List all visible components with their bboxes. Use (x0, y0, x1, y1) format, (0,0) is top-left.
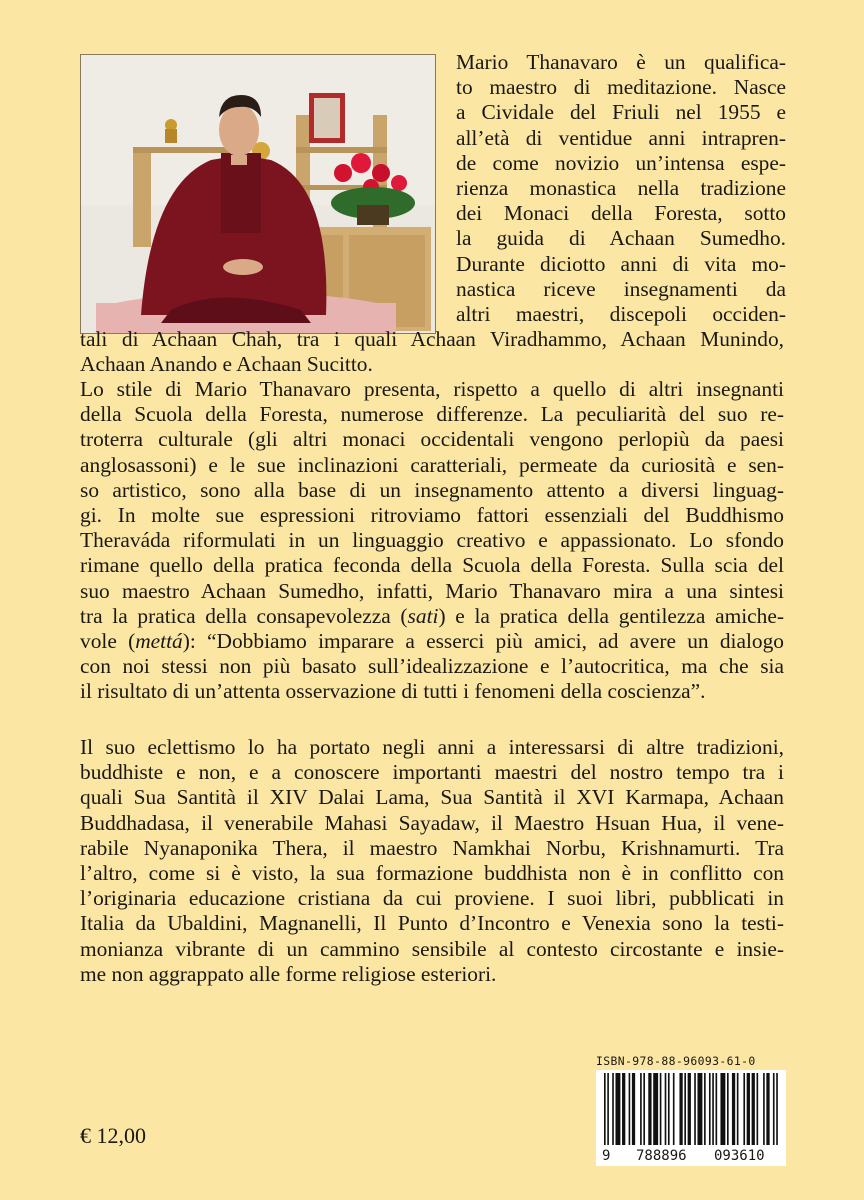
barcode-bar (660, 1073, 662, 1145)
barcode-bar (612, 1073, 614, 1145)
text-line: la guida di Achaan Sumedho. (456, 226, 786, 251)
barcode-bar (766, 1073, 769, 1145)
text-line: to maestro di meditazione. Nasce (456, 75, 786, 100)
text-line: della Scuola della Foresta, numerose differenze. La peculiarità del suo re- (80, 402, 784, 427)
bio-paragraph-1-end (80, 327, 784, 377)
text-line: Durante diciotto anni di vita mo- (456, 251, 786, 276)
barcode-bar (629, 1073, 631, 1145)
text-line: monianza vibrante di un cammino sensibile al contesto circostante e insie- (80, 936, 784, 961)
text-line: quali Sua Santità il XIV Dalai Lama, Sua Santità il XVI Karmapa, Achaan (80, 785, 784, 810)
text-line: suo maestro Achaan Sumedho, infatti, Mario Thanavaro mira a una sintesi (80, 578, 784, 603)
barcode-bar (648, 1073, 651, 1145)
barcode-bar (615, 1073, 620, 1145)
barcode-bar (712, 1073, 714, 1145)
isbn-label: ISBN-978-88-96093-61-0 (596, 1054, 756, 1068)
text-line: dei Monaci della Foresta, sotto (456, 201, 786, 226)
isbn-digit-first: 9 (602, 1148, 611, 1164)
text-line: Buddhadasa, il venerabile Mahasi Sayadaw, il Maestro Hsuan Hua, il vene- (80, 810, 784, 835)
barcode-bar (688, 1073, 691, 1145)
barcode-bar (763, 1073, 765, 1145)
isbn-digit-group-2: 093610 (714, 1148, 765, 1164)
text-line: Mario Thanavaro è un qualifica- (456, 50, 786, 74)
barcode-bar (704, 1073, 706, 1145)
text-line: anglosassoni) e le sue inclinazioni caratteriali, permeate da curiosità e sen- (80, 452, 784, 477)
author-photo-illustration (81, 55, 435, 333)
text-line: me non aggrappato alle forme religiose esteriori. (80, 961, 497, 986)
barcode-bar (752, 1073, 755, 1145)
text-line: rienza monastica nella tradizione (456, 176, 786, 201)
barcode-bar (622, 1073, 625, 1145)
text-line: con noi stessi non più basato sull’idealizzazione e l’autocritica, ma che sia (80, 654, 784, 679)
barcode-bar (684, 1073, 686, 1145)
barcode-bar (604, 1073, 606, 1145)
barcode-bar (757, 1073, 759, 1145)
barcode-bar (697, 1073, 702, 1145)
text-line: tali di Achaan Chah, tra i quali Achaan Viradhammo, Achaan Munindo, (80, 327, 784, 351)
isbn-digit-group-1: 788896 (636, 1148, 687, 1164)
price: € 12,00 (80, 1123, 146, 1148)
metta-term: mettá (135, 629, 183, 654)
text-line: l’originaria educazione cristiana da cui proviene. I suoi libri, pubblicati in (80, 886, 784, 911)
text-line: de come novizio un’intensa espe- (456, 150, 786, 175)
barcode-bar (653, 1073, 658, 1145)
text-line: l’altro, come si è visto, la sua formazione buddhista non è in conflitto con (80, 861, 784, 886)
author-photo (80, 54, 436, 334)
text-line: Il suo eclettismo lo ha portato negli anni a interessarsi di altre tradizioni, (80, 735, 784, 759)
barcode-bar (716, 1073, 718, 1145)
text-line: Lo stile di Mario Thanavaro presenta, rispetto a quello di altri insegnanti (80, 377, 784, 401)
text-line: altri maestri, discepoli occiden- (456, 302, 786, 327)
text-line: all’età di ventidue anni intrapren- (456, 125, 786, 150)
text-line: nastica riceve insegnamenti da (456, 276, 786, 301)
barcode-bar (709, 1073, 711, 1145)
barcode-bar (632, 1073, 635, 1145)
text-line: troterra culturale (gli altri monaci occidentali vengono perlopiù da paesi (80, 427, 784, 452)
barcode-bar (640, 1073, 642, 1145)
barcode-bar (679, 1073, 682, 1145)
bio-intro-column (456, 50, 786, 327)
barcode-bar (737, 1073, 739, 1145)
text-line: gi. In molte sue espressioni ritroviamo fattori essenziali del Buddhismo (80, 503, 784, 528)
text-line: il risultato di un’attenta osservazione di tutti i fenomeni della coscienza”. (80, 679, 706, 704)
barcode-bar (673, 1073, 675, 1145)
barcode-bar (743, 1073, 745, 1145)
bio-paragraph-3 (80, 735, 784, 987)
text-line: Achaan Anando e Achaan Sucitto. (80, 352, 373, 377)
text-line-metta: vole (mettá): “Dobbiamo imparare a esserci più amici, ad avere un dialogo (80, 629, 784, 654)
barcode (596, 1070, 786, 1146)
barcode-bar (607, 1073, 609, 1145)
barcode-bar (694, 1073, 696, 1145)
barcode-bar (747, 1073, 750, 1145)
barcode-bar (727, 1073, 729, 1145)
text-line: rimane quello della pratica feconda della Scuola della Foresta. Sulla scia del (80, 553, 784, 578)
barcode-bar (732, 1073, 735, 1145)
text-line: Theraváda riformulati in un linguaggio creativo e appassionato. Lo sfondo (80, 528, 784, 553)
text-line: Italia da Ubaldini, Magnanelli, Il Punto d’Incontro e Venexia sono la testi- (80, 911, 784, 936)
text-line: a Cividale del Friuli nel 1955 e (456, 100, 786, 125)
barcode-bar (720, 1073, 725, 1145)
text-line-sati: tra la pratica della consapevolezza (sati) e la pratica della gentilezza amiche- (80, 603, 784, 628)
text-line: rabile Nyanaponika Thera, il maestro Namkhai Norbu, Krishnamurti. Tra (80, 835, 784, 860)
barcode-bar (668, 1073, 670, 1145)
text-line: so artistico, sono alla base di un insegnamento attento a diversi linguag- (80, 477, 784, 502)
barcode-bar (773, 1073, 775, 1145)
barcode-bars (596, 1070, 786, 1146)
sati-term: sati (407, 603, 439, 628)
barcode-bar (643, 1073, 645, 1145)
barcode-bar (776, 1073, 778, 1145)
isbn-digits (596, 1146, 786, 1166)
bio-paragraph-2 (80, 377, 784, 705)
barcode-bar (665, 1073, 667, 1145)
text-line: buddhiste e non, e a conoscere importanti maestri del nostro tempo tra i (80, 760, 784, 785)
